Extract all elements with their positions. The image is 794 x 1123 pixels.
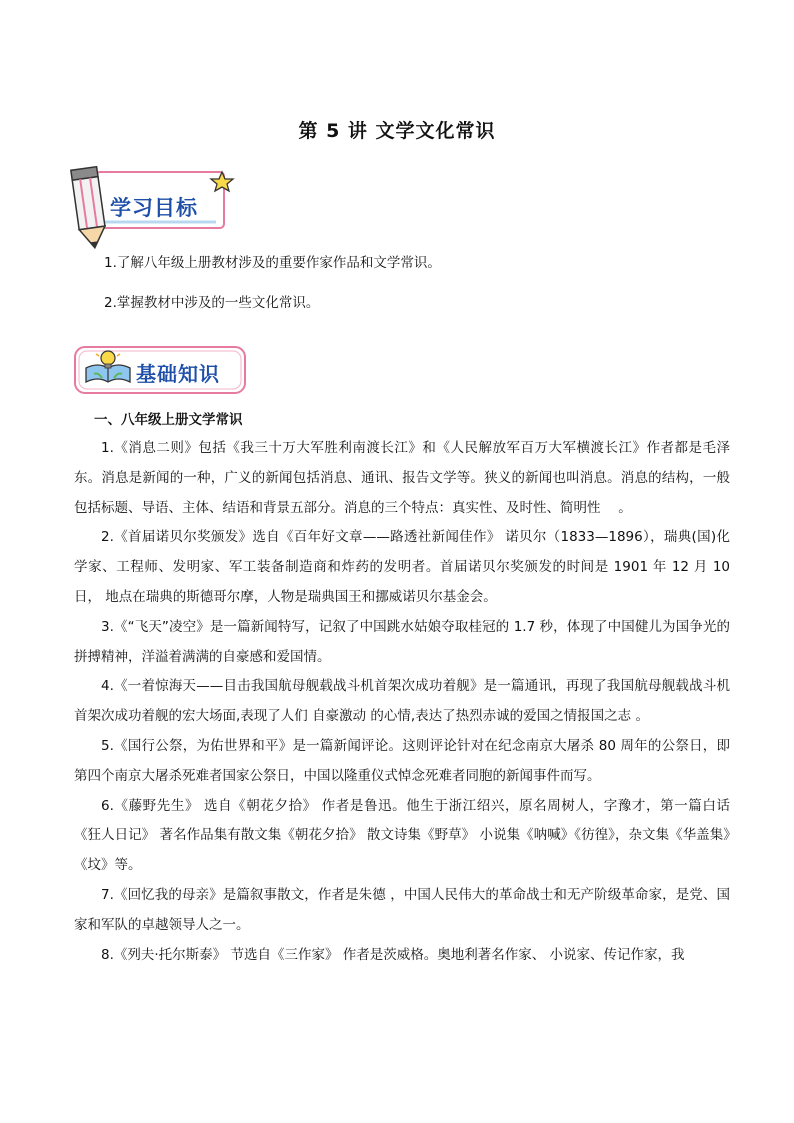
learning-goals-badge — [66, 160, 238, 252]
basic-knowledge-badge — [72, 344, 250, 398]
section-heading: 一、八年级上册文学常识 — [94, 412, 243, 428]
goal-item: 1.了解八年级上册教材涉及的重要作家作品和文学常识。 — [104, 255, 441, 271]
goal-item: 2.掌握教材中涉及的一些文化常识。 — [104, 295, 320, 311]
knowledge-paragraph: 8.《列夫·托尔斯泰》 节选自《三作家》 作者是茨威格。奥地利著名作家、 小说家、传记作家，我 — [101, 946, 685, 963]
knowledge-content — [74, 434, 730, 970]
learning-goals-label: 学习目标 — [110, 196, 198, 220]
knowledge-paragraph: 7.《回忆我的母亲》是篇叙事散文，作者是朱德 ，中国人民伟大的革命战士和无产阶级革命家，是党、国家和军队的卓越领导人之一。 — [74, 886, 730, 933]
knowledge-paragraph: 6.《藤野先生》 选自《朝花夕拾》 作者是鲁迅。他生于浙江绍兴，原名周树人，字豫才，第一篇白话 《狂人日记》 著名作品集有散文集《朝花夕拾》 散文诗集《野草》 小说集《呐喊》《彷徨》，杂文集《华盖集》《坟》等。 — [74, 797, 730, 874]
knowledge-paragraph: 3.《“飞天”凌空》是一篇新闻特写，记叙了中国跳水姑娘夺取桂冠的 1.7 秒，体现了中国健儿为国争光的拼搏精神，洋溢着满满的自豪感和爱国情。 — [74, 618, 730, 665]
knowledge-paragraph: 2.《首届诺贝尔奖颁发》选自《百年好文章——路透社新闻佳作》 诺贝尔（1833—1896），瑞典(国)化学家、工程师、发明家、军工装备制造商和炸药的发明者。首届诺贝尔奖颁发的时间是 1901 年 12 月 10 日， 地点在瑞典的斯德哥尔摩，人物是瑞典国王和挪威诺贝尔基金会。 — [74, 529, 730, 605]
basic-knowledge-label: 基础知识 — [136, 362, 220, 386]
knowledge-paragraph: 1.《消息二则》包括《我三十万大军胜利南渡长江》和《人民解放军百万大军横渡长江》作者都是毛泽东。消息是新闻的一种，广义的新闻包括消息、通讯、报告文学等。狭义的新闻也叫消息。消息的结构，一般包括标题、导语、主体、结语和背景五部分。消息的三个特点：真实性、及时性、简明性 。 — [74, 440, 730, 516]
knowledge-paragraph: 5.《国行公祭，为佑世界和平》是一篇新闻评论。这则评论针对在纪念南京大屠杀 80 周年的公祭日，即第四个南京大屠杀死难者国家公祭日，中国以隆重仪式悼念死难者同胞的新闻事件而写。 — [74, 737, 730, 784]
page-title: 第 5 讲 文学文化常识 — [298, 120, 496, 142]
knowledge-paragraph: 4.《一着惊海天——目击我国航母舰载战斗机首架次成功着舰》是一篇通讯，再现了我国航母舰载战斗机首架次成功着舰的宏大场面,表现了人们 自豪激动 的心情,表达了热烈赤诚的爱国之情报国之志 。 — [74, 678, 730, 725]
